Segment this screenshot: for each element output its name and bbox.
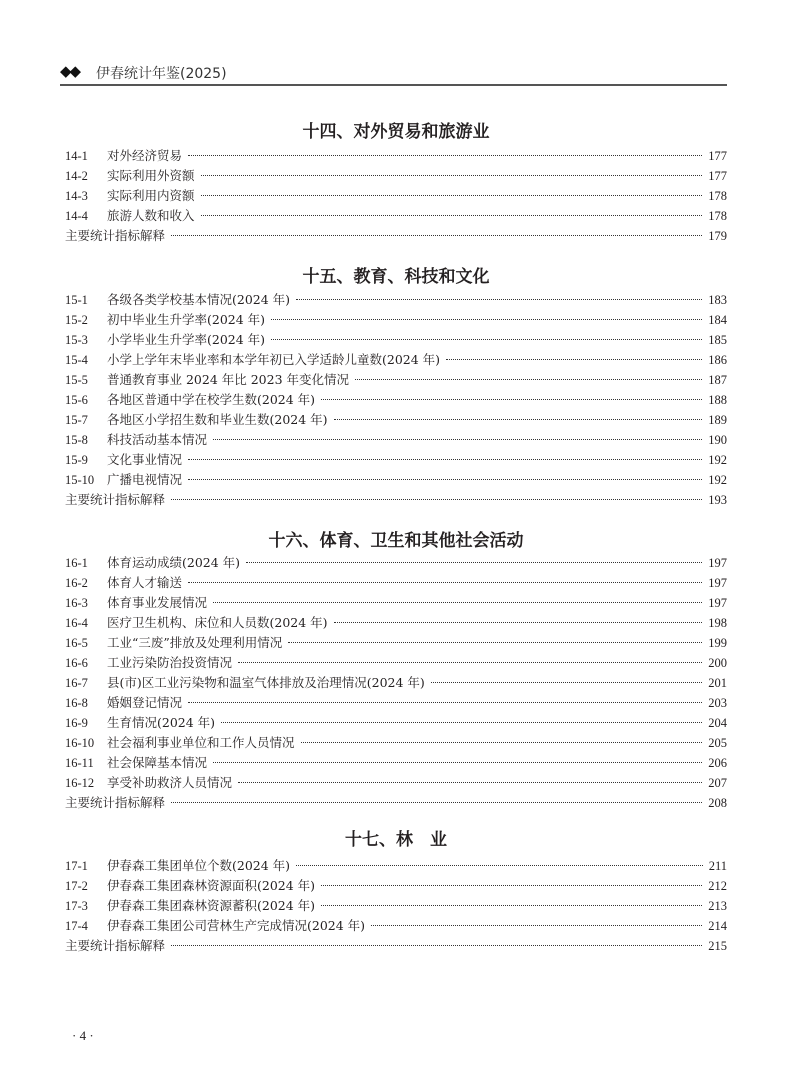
entry-number: 14-1	[65, 149, 88, 163]
dot-leader	[296, 865, 703, 866]
toc-entry[interactable]	[65, 146, 727, 166]
dot-leader	[238, 782, 702, 783]
dot-leader	[334, 419, 703, 420]
entry-number: 16-9	[65, 716, 88, 730]
entry-page: 198	[708, 616, 727, 630]
entry-label: 享受补助救济人员情况	[107, 775, 233, 790]
entry-label: 各地区普通中学在校学生数(2024 年)	[107, 392, 316, 407]
entry-number: 16-7	[65, 676, 88, 690]
entry-label: 旅游人数和收入	[107, 208, 195, 223]
dot-leader	[446, 359, 702, 360]
dot-leader	[201, 175, 703, 176]
dot-leader	[171, 499, 702, 500]
dot-leader	[321, 905, 702, 906]
entry-page: 197	[708, 596, 727, 610]
dot-leader	[296, 299, 702, 300]
entry-number: 17-3	[65, 899, 88, 913]
entry-page: 189	[708, 413, 727, 427]
entry-label: 伊春森工集团森林资源蓄积(2024 年)	[107, 898, 316, 913]
dot-leader	[201, 195, 703, 196]
entry-label: 工业污染防治投资情况	[107, 655, 233, 670]
entry-number: 16-3	[65, 596, 88, 610]
entry-label: 主要统计指标解释	[65, 795, 166, 810]
entry-label: 伊春森工集团公司营林生产完成情况(2024 年)	[107, 918, 366, 933]
dot-leader	[321, 399, 702, 400]
entry-label: 初中毕业生升学率(2024 年)	[107, 312, 266, 327]
entry-page: 206	[708, 756, 727, 770]
toc-entry[interactable]	[65, 856, 727, 876]
entry-label: 文化事业情况	[107, 452, 183, 467]
toc-entry[interactable]	[65, 573, 727, 593]
dot-leader	[188, 582, 702, 583]
entry-number: 15-9	[65, 453, 88, 467]
entry-number: 15-8	[65, 433, 88, 447]
entry-number: 16-5	[65, 636, 88, 650]
entry-label: 伊春森工集团单位个数(2024 年)	[107, 858, 291, 873]
entry-label: 主要统计指标解释	[65, 938, 166, 953]
entry-number: 15-2	[65, 313, 88, 327]
toc-entry[interactable]	[65, 226, 727, 246]
entry-label: 科技活动基本情况	[107, 432, 208, 447]
entry-page: 187	[708, 373, 727, 387]
toc-entry[interactable]	[65, 613, 727, 633]
dot-leader	[201, 215, 703, 216]
toc-entry[interactable]	[65, 330, 727, 350]
entry-label: 社会保障基本情况	[107, 755, 208, 770]
entry-page: 205	[708, 736, 727, 750]
entry-number: 17-2	[65, 879, 88, 893]
entry-number: 15-5	[65, 373, 88, 387]
entry-number: 16-1	[65, 556, 88, 570]
toc-entry[interactable]	[65, 370, 727, 390]
toc-entry[interactable]	[65, 876, 727, 896]
dot-leader	[301, 742, 703, 743]
toc-entry[interactable]	[65, 350, 727, 370]
entry-page: 208	[708, 796, 727, 810]
dot-leader	[246, 562, 702, 563]
toc-entry[interactable]	[65, 916, 727, 936]
toc-entry[interactable]	[65, 693, 727, 713]
dot-leader	[188, 479, 702, 480]
entry-label: 医疗卫生机构、床位和人员数(2024 年)	[107, 615, 328, 630]
entry-number: 17-1	[65, 859, 88, 873]
toc-entry[interactable]	[65, 713, 727, 733]
toc-entry[interactable]	[65, 206, 727, 226]
entry-number: 15-4	[65, 353, 88, 367]
dot-leader	[188, 155, 702, 156]
entry-label: 生育情况(2024 年)	[107, 715, 216, 730]
toc-entry[interactable]	[65, 896, 727, 916]
toc-entry[interactable]	[65, 166, 727, 186]
dot-leader	[171, 802, 702, 803]
entry-number: 16-4	[65, 616, 88, 630]
dot-leader	[213, 762, 702, 763]
toc-entry[interactable]	[65, 936, 727, 956]
entry-label: 各地区小学招生数和毕业生数(2024 年)	[107, 412, 328, 427]
entry-number: 16-2	[65, 576, 88, 590]
running-header	[60, 62, 727, 86]
entry-page: 178	[708, 189, 727, 203]
entry-number: 17-4	[65, 919, 88, 933]
section-title: 十五、教育、科技和文化	[302, 267, 490, 287]
entry-number: 15-3	[65, 333, 88, 347]
entry-number: 15-7	[65, 413, 88, 427]
diamond-icon: ◆◆	[60, 62, 80, 80]
entry-label: 广播电视情况	[107, 472, 183, 487]
entry-number: 15-6	[65, 393, 88, 407]
header-title: 伊春统计年鉴(2025)	[96, 66, 227, 82]
entry-label: 小学上学年末毕业率和本学年初已入学适龄儿童数(2024 年)	[107, 352, 441, 367]
dot-leader	[188, 702, 702, 703]
entry-label: 各级各类学校基本情况(2024 年)	[107, 292, 291, 307]
entry-page: 200	[708, 656, 727, 670]
entry-page: 204	[708, 716, 727, 730]
toc-entry[interactable]	[65, 593, 727, 613]
entry-page: 197	[708, 576, 727, 590]
entry-page: 212	[708, 879, 727, 893]
entry-page: 184	[708, 313, 727, 327]
entry-label: 体育事业发展情况	[107, 595, 208, 610]
toc-entry[interactable]	[65, 733, 727, 753]
entry-page: 186	[708, 353, 727, 367]
section-title: 十六、体育、卫生和其他社会活动	[268, 531, 524, 551]
entry-page: 197	[708, 556, 727, 570]
entry-label: 实际利用外资额	[107, 168, 195, 183]
entry-number: 14-2	[65, 169, 88, 183]
entry-label: 实际利用内资额	[107, 188, 195, 203]
toc-entry[interactable]	[65, 390, 727, 410]
entry-number: 14-4	[65, 209, 88, 223]
dot-leader	[221, 722, 702, 723]
entry-page: 199	[708, 636, 727, 650]
dot-leader	[288, 642, 702, 643]
toc-entry[interactable]	[65, 553, 727, 573]
entry-label: 对外经济贸易	[107, 148, 183, 163]
entry-label: 县(市)区工业污染物和温室气体排放及治理情况(2024 年)	[107, 675, 425, 690]
entry-label: 体育人才输送	[107, 575, 183, 590]
toc-entry[interactable]	[65, 753, 727, 773]
entry-page: 203	[708, 696, 727, 710]
entry-page: 177	[708, 149, 727, 163]
entry-label: 主要统计指标解释	[65, 492, 166, 507]
entry-label: 社会福利事业单位和工作人员情况	[107, 735, 295, 750]
dot-leader	[213, 439, 702, 440]
entry-label: 体育运动成绩(2024 年)	[107, 555, 241, 570]
toc-entry[interactable]	[65, 430, 727, 450]
entry-page: 177	[708, 169, 727, 183]
entry-page: 190	[708, 433, 727, 447]
entry-number: 16-12	[65, 776, 95, 790]
entry-number: 14-3	[65, 189, 88, 203]
toc-entry[interactable]	[65, 773, 727, 793]
section-title: 十四、对外贸易和旅游业	[302, 122, 490, 142]
toc-entry[interactable]	[65, 290, 727, 310]
entry-number: 15-10	[65, 473, 95, 487]
entry-number: 16-8	[65, 696, 88, 710]
entry-page: 211	[708, 859, 727, 873]
entry-page: 207	[708, 776, 727, 790]
toc-entry[interactable]	[65, 673, 727, 693]
section-title: 十七、林 业	[345, 830, 447, 850]
toc-entry[interactable]	[65, 633, 727, 653]
toc-entry[interactable]	[65, 310, 727, 330]
dot-leader	[171, 945, 702, 946]
entry-page: 214	[708, 919, 727, 933]
dot-leader	[271, 319, 702, 320]
dot-leader	[371, 925, 702, 926]
entry-page: 185	[708, 333, 727, 347]
toc-entry[interactable]	[65, 653, 727, 673]
entry-page: 192	[708, 473, 727, 487]
dot-leader	[334, 622, 703, 623]
entry-page: 188	[708, 393, 727, 407]
entry-label: 普通教育事业 2024 年比 2023 年变化情况	[107, 372, 350, 387]
entry-page: 183	[708, 293, 727, 307]
entry-label: 伊春森工集团森林资源面积(2024 年)	[107, 878, 316, 893]
dot-leader	[431, 682, 702, 683]
toc-entry[interactable]	[65, 490, 727, 510]
dot-leader	[188, 459, 702, 460]
dot-leader	[238, 662, 702, 663]
dot-leader	[271, 339, 702, 340]
entry-number: 15-1	[65, 293, 88, 307]
dot-leader	[171, 235, 702, 236]
entry-page: 192	[708, 453, 727, 467]
entry-page: 201	[708, 676, 727, 690]
entry-page: 178	[708, 209, 727, 223]
dot-leader	[213, 602, 702, 603]
dot-leader	[321, 885, 702, 886]
entry-label: 工业“三废”排放及处理利用情况	[107, 635, 283, 650]
toc-entry[interactable]	[65, 410, 727, 430]
entry-number: 16-11	[65, 756, 94, 770]
toc-entry[interactable]	[65, 450, 727, 470]
entry-label: 婚姻登记情况	[107, 695, 183, 710]
dot-leader	[355, 379, 702, 380]
entry-page: 213	[708, 899, 727, 913]
entry-page: 215	[708, 939, 727, 953]
entry-label: 主要统计指标解释	[65, 228, 166, 243]
entry-number: 16-10	[65, 736, 95, 750]
entry-page: 193	[708, 493, 727, 507]
entry-number: 16-6	[65, 656, 88, 670]
toc-entry[interactable]	[65, 793, 727, 813]
entry-page: 179	[708, 229, 727, 243]
toc-entry[interactable]	[65, 186, 727, 206]
toc-entry[interactable]	[65, 470, 727, 490]
entry-label: 小学毕业生升学率(2024 年)	[107, 332, 266, 347]
page-number: · 4 ·	[72, 1028, 94, 1043]
